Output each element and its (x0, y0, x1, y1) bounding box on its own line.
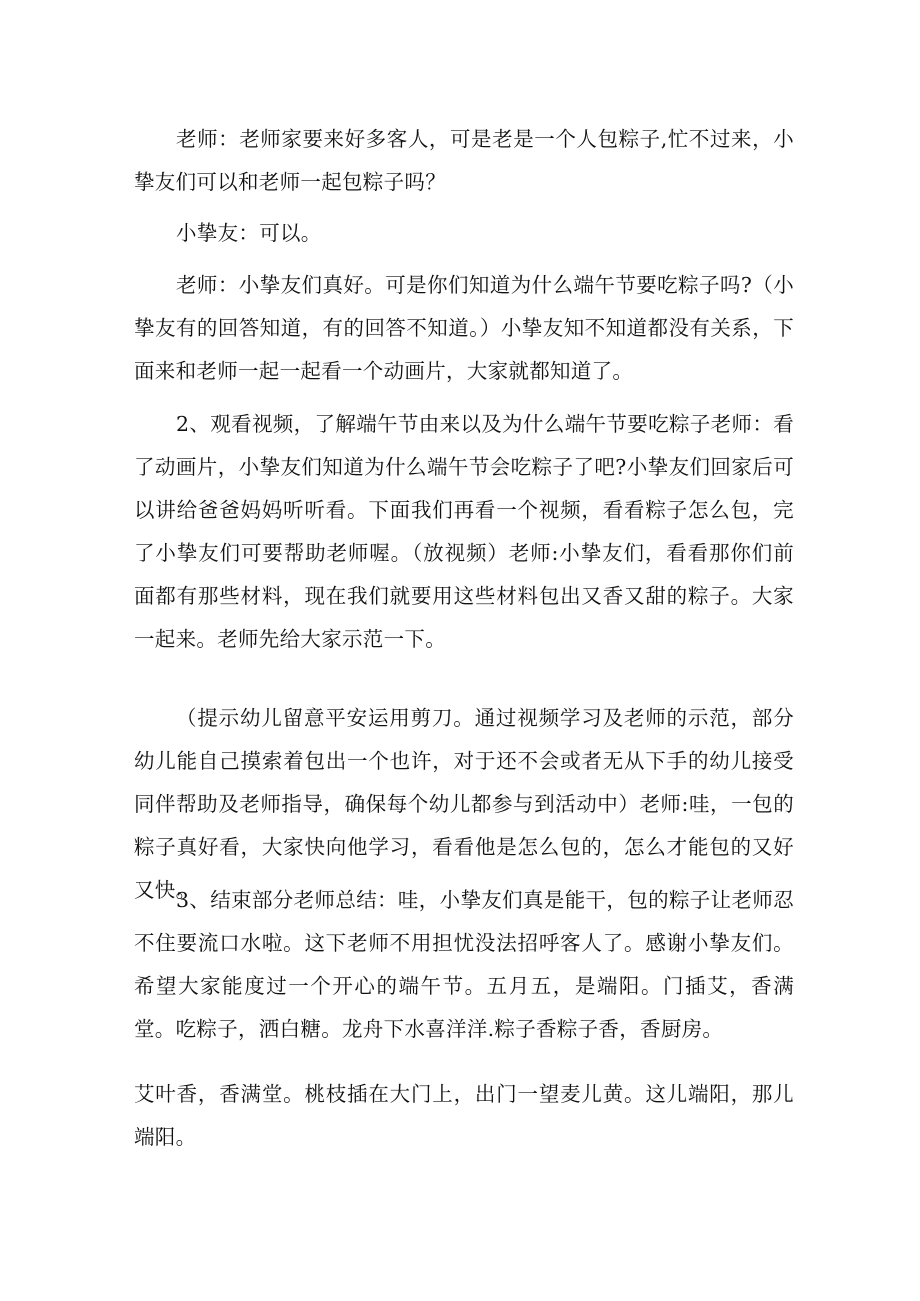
paragraph-summary: 3、结束部分老师总结：哇，小挚友们真是能干，包的粽子让老师忍不住要流口水啦。这下老师不用担忧没法招呼客人了。感谢小挚友们。希望大家能度过一个开心的端午节。五月五，是端阳。门插艾，香满堂。吃粽子，洒白糖。龙舟下水喜洋洋.粽子香粽子香，香厨房。 (134, 888, 794, 1041)
paragraph-safety-note: （提示幼儿留意平安运用剪刀。通过视频学习及老师的示范，部分幼儿能自己摸索着包出一个也许，对于还不会或者无从下手的幼儿接受同伴帮助及老师指导，确保每个幼儿都参与到活动中）老师:哇，一包的粽子真好看，大家快向他学习，看看他是怎么包的，怎么才能包的又好又快。 (134, 706, 794, 902)
paragraph-watch-video: 2、观看视频，了解端午节由来以及为什么端午节要吃粽子老师：看了动画片，小挚友们知道为什么端午节会吃粽子了吧?小挚友们回家后可以讲给爸爸妈妈听听看。下面我们再看一个视频，看看粽子怎么包，完了小挚友们可要帮助老师喔。（放视频）老师:小挚友们，看看那你们前面都有那些材料，现在我们就要用这些材料包出又香又甜的粽子。大家一起来。老师先给大家示范一下。 (134, 412, 794, 651)
paragraph-teacher-question: 老师：小挚友们真好。可是你们知道为什么端午节要吃粽子吗?（小挚友有的回答知道，有的回答不知道。）小挚友知不知道都没有关系，下面来和老师一起一起看一个动画片，大家就都知道了。 (134, 273, 794, 383)
paragraph-children-reply: 小挚友：可以。 (176, 221, 322, 245)
paragraph-teacher-intro: 老师：老师家要来好多客人，可是老是一个人包粽子,忙不过来，小挚友们可以和老师一起包粽子吗？ (134, 127, 794, 194)
paragraph-rhyme: 艾叶香，香满堂。桃枝插在大门上，出门一望麦儿黄。这儿端阳，那儿端阳。 (134, 1082, 794, 1149)
